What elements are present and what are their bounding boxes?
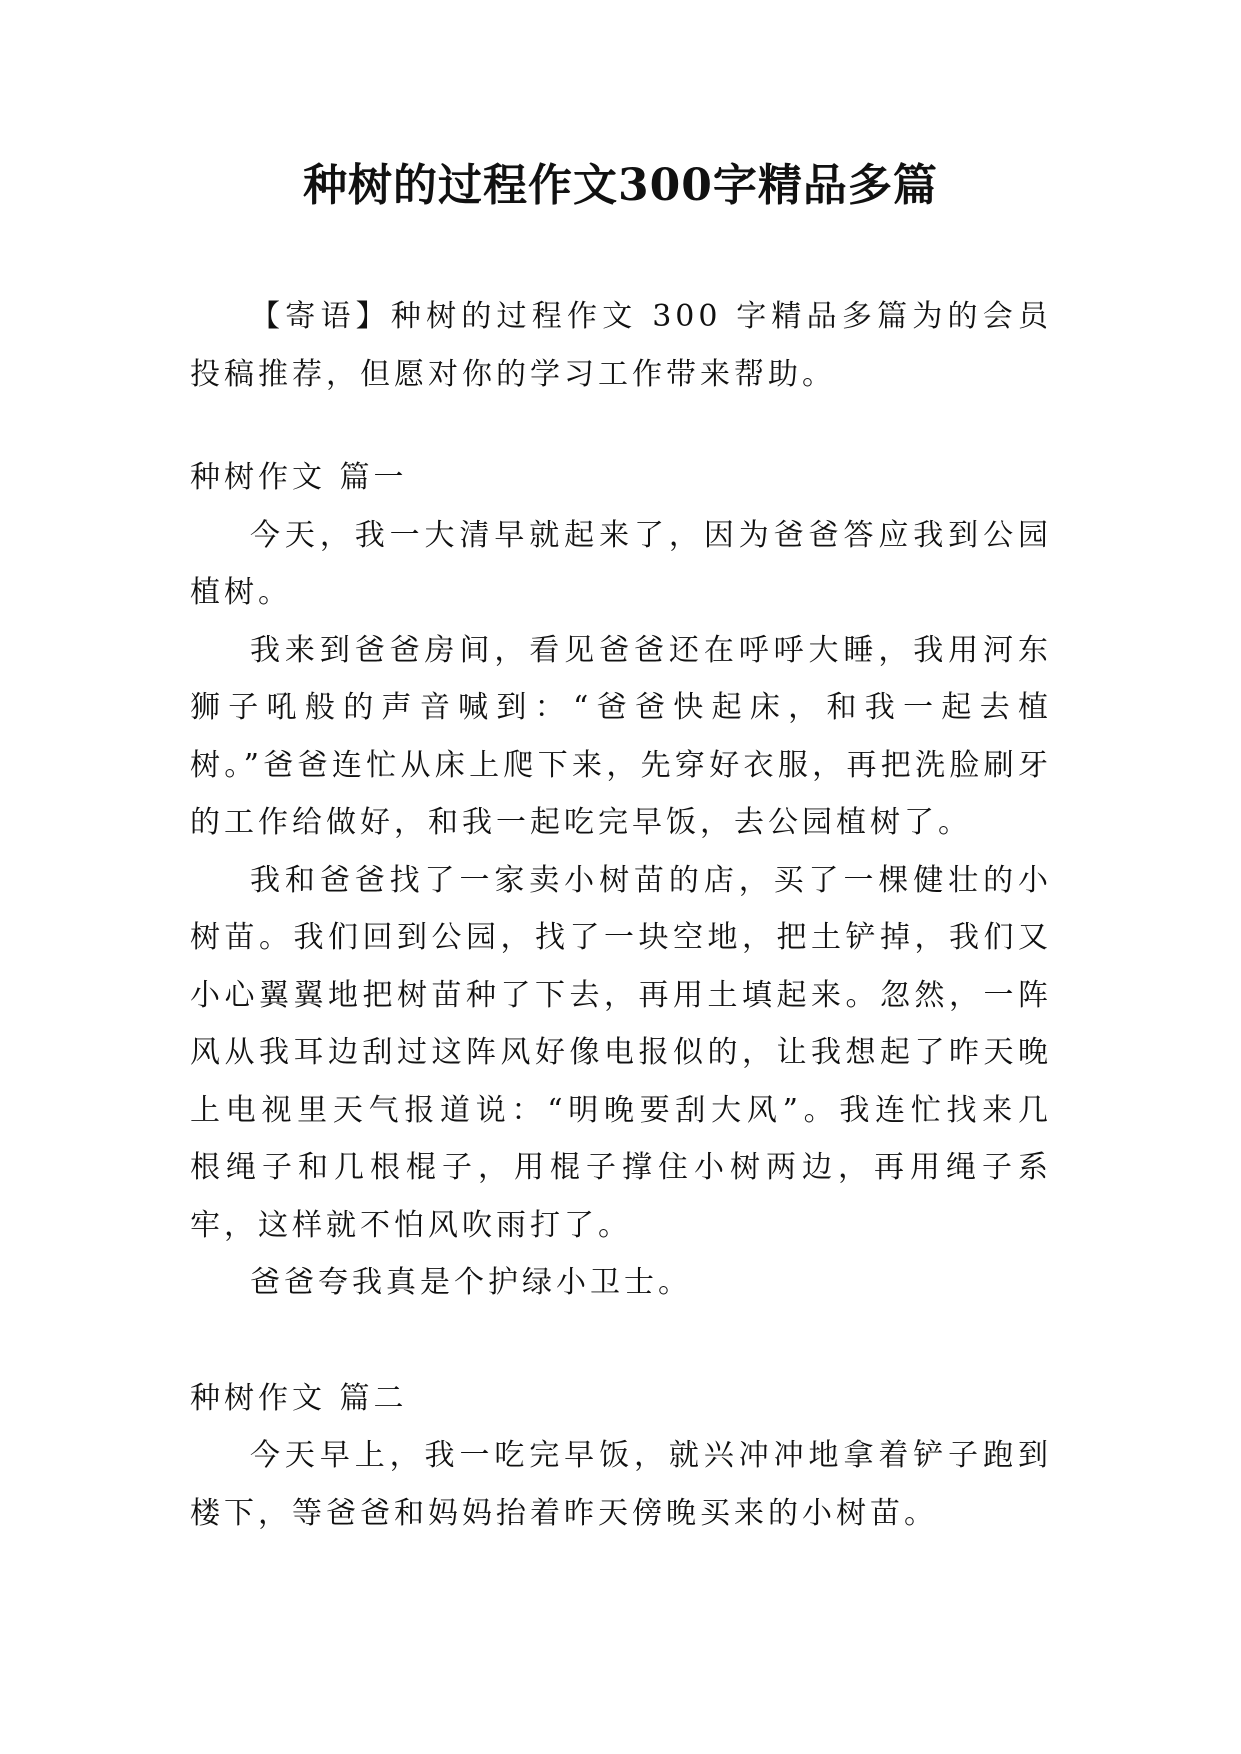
spacer: [190, 1312, 1052, 1370]
document-title: 种树的过程作文300字精品多篇: [303, 160, 938, 211]
intro-paragraph: 【寄语】种树的过程作文 300 字精品多篇为的会员投稿推荐，但愿对你的学习工作带来帮助。: [190, 299, 1052, 392]
section-1: [190, 449, 1052, 1312]
document-body: [190, 288, 1052, 1542]
section-heading: 种树作文 篇一: [190, 460, 408, 495]
section-paragraph: 我和爸爸找了一家卖小树苗的店，买了一棵健壮的小树苗。我们回到公园，找了一块空地，把土铲掉，我们又小心翼翼地把树苗种了下去，再用土填起来。忽然，一阵风从我耳边刮过这阵风好像电报似的，让我想起了昨天晚上电视里天气报道说：“明晚要刮大风”。我连忙找来几 根绳子和几根棍子，用棍子撑住小树两边，再用绳子系牢，这样就不怕风吹雨打了。: [190, 862, 1052, 1243]
section-paragraph: 我来到爸爸房间，看见爸爸还在呼呼大睡，我用河东狮子吼般的声音喊到：“爸爸快起床，和我一起去植树。”爸爸连忙从床上爬下来，先穿好衣服，再把洗脸刷牙的工作给做好，和我一起吃完早饭，去公园植树了。: [190, 632, 1052, 840]
section-heading: 种树作文 篇二: [190, 1380, 408, 1416]
section-paragraph: 今天早上，我一吃完早饭，就兴冲冲地拿着铲子跑到楼下，等爸爸和妈妈抬着昨天傍晚买来的小树苗。: [190, 1438, 1052, 1531]
section-paragraph: 今天，我一大清早就起来了，因为爸爸答应我到公园植树。: [190, 517, 1052, 610]
section-paragraph: 爸爸夸我真是个护绿小卫士。: [250, 1265, 692, 1300]
spacer: [190, 403, 1052, 449]
section-2: [190, 1370, 1052, 1543]
